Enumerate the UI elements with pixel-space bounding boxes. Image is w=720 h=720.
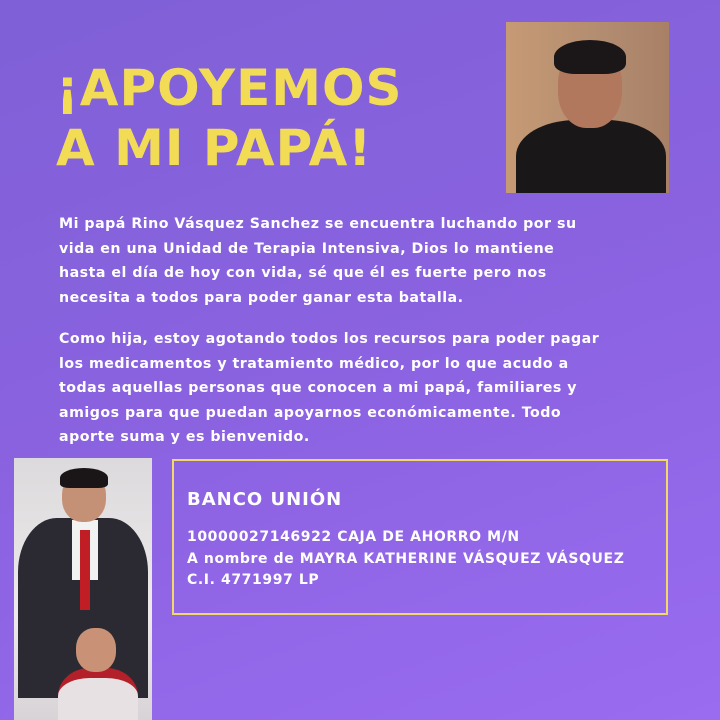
appeal-line: Como hija, estoy agotando todos los recursos para poder pagar [59, 331, 600, 347]
appeal-line: amigos para que puedan apoyarnos económicamente. Todo [59, 404, 562, 421]
story-line: Mi papá Rino Vásquez Sanchez se encuentra luchando por su [59, 216, 577, 232]
story-line: vida en una Unidad de Terapia Intensiva, Dios lo mantiene [59, 240, 555, 257]
father-portrait-photo [506, 22, 669, 193]
bank-details [187, 527, 624, 592]
story-line: necesita a todos para poder ganar esta batalla. [59, 289, 464, 306]
appeal-line: todas aquellas personas que conocen a mi papá, familiares y [59, 380, 578, 397]
title-line-2: A MI PAPÁ! [56, 119, 373, 177]
father-daughter-photo [14, 458, 152, 720]
bank-name: BANCO UNIÓN [187, 489, 343, 510]
appeal-paragraph [59, 327, 599, 450]
title-line-1: ¡APOYEMOS [56, 59, 403, 117]
story-paragraph [59, 212, 577, 310]
id-number: C.I. 4771997 LP [187, 572, 320, 588]
page-title [56, 58, 403, 178]
account-number: 10000027146922 CAJA DE AHORRO M/N [187, 529, 520, 545]
appeal-line: aporte suma y es bienvenido. [59, 429, 310, 446]
story-line: hasta el día de hoy con vida, sé que él es fuerte pero nos [59, 265, 547, 282]
account-holder: A nombre de MAYRA KATHERINE VÁSQUEZ VÁSQUEZ [187, 550, 625, 567]
appeal-line: los medicamentos y tratamiento médico, por lo que acudo a [59, 355, 569, 372]
